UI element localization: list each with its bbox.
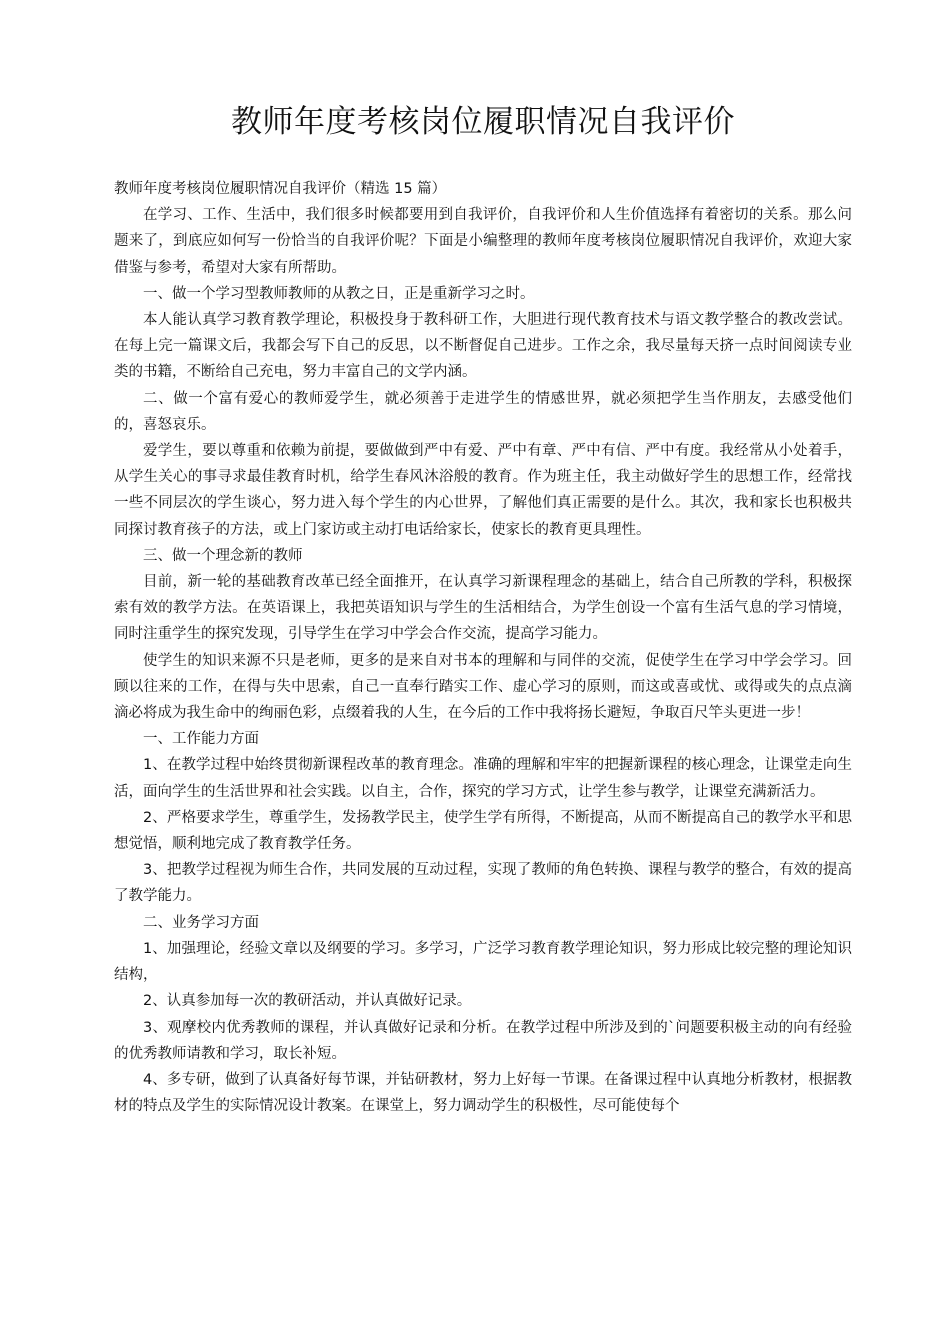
paragraph: 本人能认真学习教育教学理论，积极投身于教科研工作，大胆进行现代教育技术与语文教学整合的教改尝试。在每上完一篇课文后，我都会写下自己的反思，以不断督促自己进步。工作之余，我尽量每天挤一点时间阅读专业类的书籍，不断给自己充电，努力丰富自己的文学内涵。 bbox=[114, 312, 852, 381]
paragraph: 3、观摩校内优秀教师的课程，并认真做好记录和分析。在教学过程中所涉及到的`问题要积极主动的向有经验的优秀教师请教和学习，取长补短。 bbox=[114, 1019, 852, 1062]
paragraph: 二、做一个富有爱心的教师爱学生，就必须善于走进学生的情感世界，就必须把学生当作朋友，去感受他们的，喜怒哀乐。 bbox=[114, 390, 852, 433]
document-title: 教师年度考核岗位履职情况自我评价 bbox=[231, 104, 735, 140]
paragraph: 1、在教学过程中始终贯彻新课程改革的教育理念。准确的理解和牢牢的把握新课程的核心理念，让课堂走向生活，面向学生的生活世界和社会实践。以自主，合作，探究的学习方式，让学生参与教学，让课堂充满新活力。 bbox=[114, 757, 852, 800]
paragraph: 三、做一个理念新的教师 bbox=[143, 547, 303, 564]
paragraph: 目前，新一轮的基础教育改革已经全面推开，在认真学习新课程理念的基础上，结合自己所教的学科，积极探索有效的教学方法。在英语课上，我把英语知识与学生的生活相结合，为学生创设一个富有生活气息的学习情境，同时注重学生的探究发现，引导学生在学习中学会合作交流，提高学习能力。 bbox=[114, 574, 852, 643]
document-subtitle: 教师年度考核岗位履职情况自我评价（精选 15 篇） bbox=[114, 181, 447, 197]
paragraph: 2、认真参加每一次的教研活动，并认真做好记录。 bbox=[143, 993, 472, 1010]
paragraph: 使学生的知识来源不只是老师，更多的是来自对书本的理解和与同伴的交流，促使学生在学习中学会学习。回顾以往来的工作，在得与失中思索，自己一直奉行踏实工作、虚心学习的原则，而这或喜或忧、或得或失的点点滴滴必将成为我生命中的绚丽色彩，点缀着我的人生，在今后的工作中我将扬长避短，争取百尺竿头更进一步！ bbox=[114, 652, 852, 722]
paragraph: 4、多专研，做到了认真备好每节课，并钻研教材，努力上好每一节课。在备课过程中认真地分析教材，根据教材的特点及学生的实际情况设计教案。在课堂上，努力调动学生的积极性，尽可能使每个 bbox=[114, 1071, 852, 1115]
paragraph: 在学习、工作、生活中，我们很多时候都要用到自我评价，自我评价和人生价值选择有着密切的关系。那么问题来了，到底应如何写一份恰当的自我评价呢？下面是小编整理的教师年度考核岗位履职情况自我评价，欢迎大家借鉴与参考，希望对大家有所帮助。 bbox=[114, 207, 852, 276]
paragraph: 一、工作能力方面 bbox=[143, 731, 259, 748]
document-body bbox=[114, 202, 852, 1119]
paragraph: 2、严格要求学生，尊重学生，发扬教学民主，使学生学有所得，不断提高，从而不断提高自己的教学水平和思想觉悟，顺利地完成了教育教学任务。 bbox=[114, 809, 852, 853]
paragraph: 爱学生，要以尊重和依赖为前提，要做做到严中有爱、严中有章、严中有信、严中有度。我经常从小处着手，从学生关心的事寻求最佳教育时机，给学生春风沐浴般的教育。作为班主任，我主动做好学生的思想工作，经常找一些不同层次的学生谈心，努力进入每个学生的内心世界，了解他们真正需要的是什么。其次，我和家长也积极共同探讨教育孩子的方法，或上门家访或主动打电话给家长，使家长的教育更具理性。 bbox=[114, 443, 852, 538]
paragraph: 1、加强理论，经验文章以及纲要的学习。多学习，广泛学习教育教学理论知识，努力形成比较完整的理论知识结构， bbox=[114, 940, 852, 984]
paragraph: 3、把教学过程视为师生合作，共同发展的互动过程，实现了教师的角色转换、课程与教学的整合，有效的提高了教学能力。 bbox=[114, 862, 852, 905]
paragraph: 二、业务学习方面 bbox=[143, 914, 259, 931]
paragraph: 一、做一个学习型教师教师的从教之日，正是重新学习之时。 bbox=[143, 285, 535, 302]
